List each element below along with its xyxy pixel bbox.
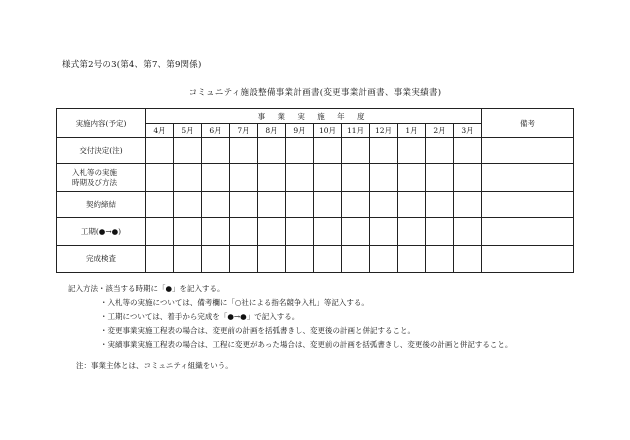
instruction-item: ・変更事業実施工程表の場合は、変更前の計画を括弧書きし、変更後の計画と併記すること。 (100, 326, 415, 335)
row-label-line: 時期及び方法 (72, 177, 117, 187)
month-header: 8月 (258, 124, 286, 138)
month-cell (202, 246, 230, 273)
month-cell (426, 164, 454, 192)
header-content: 実施内容(予定) (57, 109, 146, 138)
month-cell (230, 218, 258, 246)
month-cell (174, 138, 202, 164)
month-cell (258, 192, 286, 218)
remarks-cell (482, 218, 574, 246)
month-cell (146, 218, 174, 246)
month-cell (342, 218, 370, 246)
schedule-row (57, 246, 574, 273)
month-cell (230, 246, 258, 273)
month-cell (398, 164, 426, 192)
header-fiscal-year: 事 業 実 施 年 度 (146, 109, 482, 124)
remarks-cell (482, 192, 574, 218)
month-cell (174, 192, 202, 218)
month-cell (454, 246, 482, 273)
month-cell (398, 138, 426, 164)
month-cell (314, 192, 342, 218)
month-cell (398, 192, 426, 218)
month-cell (370, 164, 398, 192)
month-cell (314, 164, 342, 192)
month-cell (286, 218, 314, 246)
month-cell (230, 192, 258, 218)
month-cell (258, 218, 286, 246)
month-cell (342, 192, 370, 218)
instructions-lead: 記入方法・該当する時期に「●」を記入する。 (68, 284, 225, 293)
row-label (57, 138, 146, 164)
month-cell (454, 138, 482, 164)
month-cell (454, 192, 482, 218)
row-label-line: 工期(●→●) (80, 226, 122, 236)
month-header: 12月 (370, 124, 398, 138)
document-title: コミュニティ施設整備事業計画書(変更事業計画書、事業実績書) (188, 88, 442, 98)
month-header: 1月 (398, 124, 426, 138)
schedule-table (56, 108, 574, 273)
month-cell (342, 164, 370, 192)
row-label (57, 164, 146, 192)
month-cell (426, 192, 454, 218)
month-cell (426, 138, 454, 164)
month-cell (370, 218, 398, 246)
header-remarks: 備考 (482, 109, 574, 138)
month-cell (146, 138, 174, 164)
month-cell (230, 164, 258, 192)
month-cell (454, 164, 482, 192)
row-label (57, 192, 146, 218)
month-header: 11月 (342, 124, 370, 138)
month-cell (426, 246, 454, 273)
row-label-line: 交付決定(注) (79, 145, 123, 155)
month-cell (146, 246, 174, 273)
month-cell (370, 246, 398, 273)
row-label-line: 入札等の実施 (72, 167, 117, 177)
month-cell (314, 138, 342, 164)
month-cell (258, 246, 286, 273)
remarks-cell (482, 246, 574, 273)
month-cell (174, 218, 202, 246)
month-cell (286, 138, 314, 164)
row-label (57, 246, 146, 273)
month-cell (174, 164, 202, 192)
month-cell (258, 138, 286, 164)
month-cell (342, 246, 370, 273)
month-cell (370, 192, 398, 218)
month-cell (146, 164, 174, 192)
schedule-row (57, 164, 574, 192)
month-cell (174, 246, 202, 273)
row-label (57, 218, 146, 246)
month-header: 9月 (286, 124, 314, 138)
month-cell (202, 164, 230, 192)
month-cell (202, 192, 230, 218)
month-header: 10月 (314, 124, 342, 138)
month-cell (286, 164, 314, 192)
instruction-item: ・工期については、着手から完成を「●→●」で記入する。 (100, 312, 300, 321)
month-cell (314, 218, 342, 246)
instruction-item: ・入札等の実施については、備考欄に「○社による指名競争入札」等記入する。 (100, 298, 369, 307)
month-header: 3月 (454, 124, 482, 138)
month-cell (258, 164, 286, 192)
month-cell (398, 246, 426, 273)
instruction-item: ・実績事業実施工程表の場合は、工程に変更があった場合は、変更前の計画を括弧書きし、変更後の計画と併記すること。 (100, 340, 513, 349)
instructions (68, 282, 512, 352)
row-label-line: 契約締結 (86, 199, 116, 209)
remarks-cell (482, 164, 574, 192)
month-cell (342, 138, 370, 164)
month-cell (454, 218, 482, 246)
month-cell (398, 218, 426, 246)
form-number: 様式第2号の3(第4、第7、第9関係) (62, 60, 202, 70)
month-header: 2月 (426, 124, 454, 138)
footnote: 注：事業主体とは、コミュニティ組織をいう。 (76, 361, 233, 370)
schedule-row (57, 218, 574, 246)
month-cell (426, 218, 454, 246)
month-cell (286, 192, 314, 218)
month-cell (370, 138, 398, 164)
schedule-row (57, 138, 574, 164)
month-header: 5月 (174, 124, 202, 138)
month-header: 7月 (230, 124, 258, 138)
month-header: 6月 (202, 124, 230, 138)
month-header: 4月 (146, 124, 174, 138)
schedule-row (57, 192, 574, 218)
month-cell (314, 246, 342, 273)
month-cell (146, 192, 174, 218)
row-label-line: 完成検査 (86, 254, 116, 263)
month-cell (230, 138, 258, 164)
month-cell (202, 138, 230, 164)
month-cell (202, 218, 230, 246)
remarks-cell (482, 138, 574, 164)
month-cell (286, 246, 314, 273)
